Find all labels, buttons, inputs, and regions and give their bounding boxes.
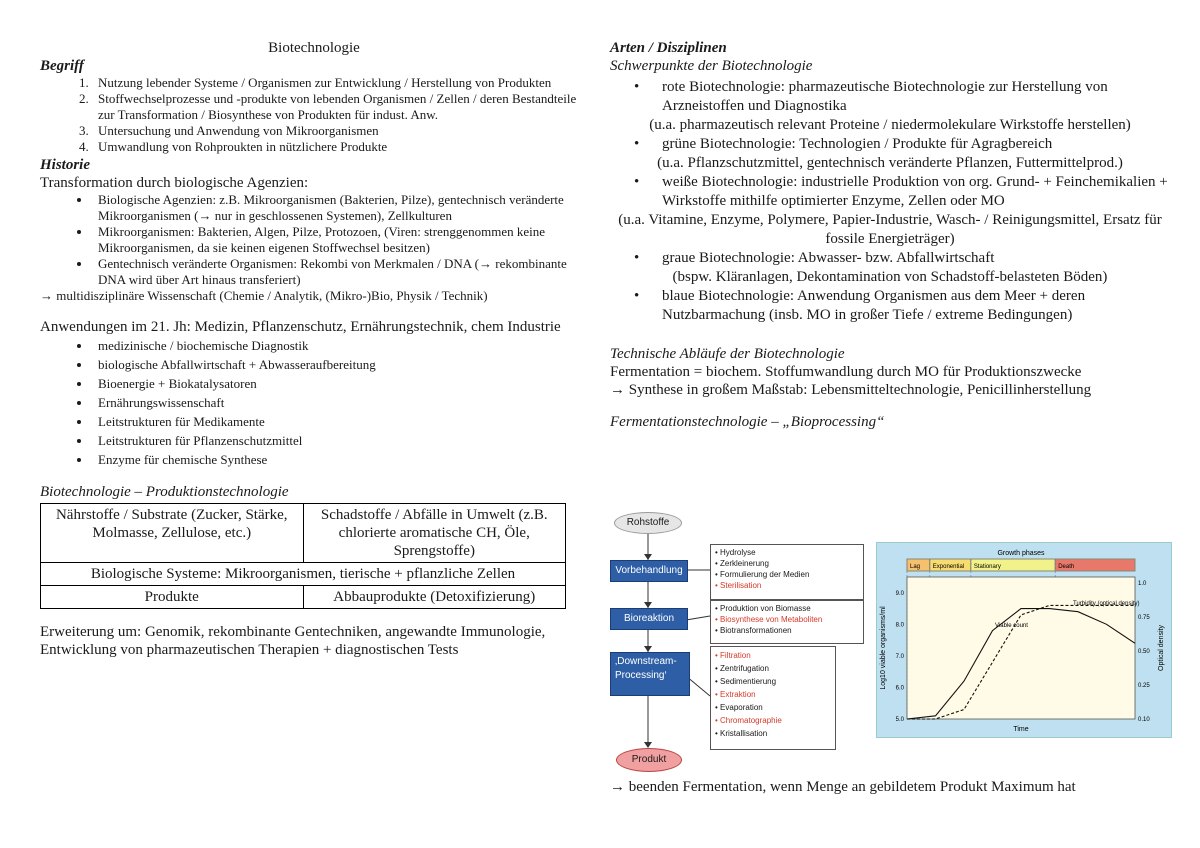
- table-cell: Produkte: [41, 586, 304, 609]
- list-item: • Filtration: [715, 651, 751, 660]
- bioprocessing-diagram: [610, 506, 1170, 774]
- list-item: • Sterilisation: [715, 581, 762, 590]
- list-item: • Chromatographie: [715, 716, 782, 725]
- anwendungen-intro: Anwendungen im 21. Jh: Medizin, Pflanzenschutz, Ernährungstechnik, chem Industrie: [40, 319, 561, 335]
- list-item: • Extraktion: [715, 690, 756, 699]
- disziplinen-list: [610, 78, 1170, 325]
- y2-tick-label: 0.50: [1138, 649, 1150, 655]
- bullet-icon: •: [634, 288, 640, 304]
- historie-list: [40, 192, 588, 288]
- bullet-icon: •: [634, 250, 640, 266]
- note-gruen: (u.a. Pflanzschutzmittel, gentechnisch veränderte Pflanzen, Futtermittelprod.): [657, 155, 1123, 171]
- list-item: • Biotransformationen: [715, 626, 792, 635]
- left-column: [40, 40, 588, 659]
- bioreaktion-node: Bioreaktion: [610, 608, 688, 630]
- bullet-icon: •: [634, 174, 640, 190]
- list-item: • Hydrolyse: [715, 548, 756, 557]
- list-item: • Bioenergie + Biokatalysatoren: [92, 374, 588, 393]
- list-item: [610, 249, 1170, 268]
- table-cell: Nährstoffe / Substrate (Zucker, Stärke, Molmasse, Zellulose, etc.): [41, 504, 304, 563]
- y2-tick-label: 0.10: [1138, 717, 1150, 723]
- list-item: • Biologische Agenzien: z.B. Mikroorganismen (Bakterien, Pilze), gentechnisch veränderte Mikroorganismen (→ nur in geschlossenen Systemen), Zellkulturen: [92, 192, 588, 224]
- list-item: 4. Umwandlung von Rohproukten in nützlichere Produkte: [92, 139, 588, 155]
- note-rot: (u.a. pharmazeutisch relevant Proteine / niedermolekulare Wirkstoffe herstellen): [649, 117, 1131, 133]
- list-item: • Zerkleinerung: [715, 559, 769, 568]
- produkt-node: Produkt: [616, 748, 682, 772]
- list-item: • Leitstrukturen für Medikamente: [92, 412, 588, 431]
- y-tick-label: 8.0: [895, 622, 904, 629]
- list-item: 3. Untersuchung und Anwendung von Mikroorganismen: [92, 123, 588, 139]
- list-item: • Gentechnisch veränderte Organismen: Rekombi von Merkmalen / DNA (→ rekombinante DNA wird über Art hinaus transferiert): [92, 256, 588, 288]
- synthese-text: → Synthese in großem Maßstab: Lebensmitteltechnologie, Penicillinherstellung: [610, 382, 1092, 398]
- list-item: [610, 173, 1170, 211]
- list-item: 1. Nutzung lebender Systeme / Organismen zur Entwicklung / Herstellung von Produkten: [92, 75, 588, 91]
- note-weiss: (u.a. Vitamine, Enzyme, Polymere, Papier-Industrie, Wasch- / Reinigungsmittel, Ersatz für fossile Energieträger): [618, 212, 1162, 247]
- begriff-heading: Begriff: [40, 58, 84, 74]
- gruen-text: grüne Biotechnologie: Technologien / Produkte für Agragbereich: [662, 136, 1053, 152]
- historie-conclusion: → multidisziplinäre Wissenschaft (Chemie / Analytik, (Mikro-)Bio, Physik / Technik): [40, 288, 488, 303]
- list-item: 2. Stoffwechselprozesse und -produkte von lebenden Organismen / Zellen / deren Bestandteile zur Transformation / Biosynthese von Produkten für indust. Anw.: [92, 91, 588, 123]
- growth-chart: [876, 542, 1172, 738]
- list-item: • medizinische / biochemische Diagnostik: [92, 336, 588, 355]
- fermentation-conclusion: → beenden Fermentation, wenn Menge an gebildetem Produkt Maximum hat: [610, 779, 1076, 795]
- arten-heading: Arten / Disziplinen: [610, 40, 727, 56]
- schwerpunkte-subheading: Schwerpunkte der Biotechnologie: [610, 58, 813, 74]
- anwendungen-list: [40, 336, 588, 469]
- phase-label: Exponential: [932, 564, 965, 570]
- bullet-icon: •: [634, 79, 640, 95]
- phase-label: Stationary: [973, 564, 1001, 570]
- y2-tick-label: 0.75: [1138, 615, 1150, 621]
- list-item: • Produktion von Biomasse: [715, 604, 811, 613]
- vorbehandlung-box: [710, 544, 864, 600]
- bullet-icon: •: [634, 136, 640, 152]
- rohstoffe-node: Rohstoffe: [614, 512, 682, 534]
- y-axis-label: Log10 viable organisms/ml: [880, 606, 887, 690]
- y2-axis-label: Optical density: [1158, 625, 1165, 671]
- list-item: • Kristallisation: [715, 729, 768, 738]
- list-item: • Ernährungswissenschaft: [92, 393, 588, 412]
- list-item: • Zentrifugation: [715, 664, 769, 673]
- list-item: • Mikroorganismen: Bakterien, Algen, Pilze, Protozoen, (Viren: strenggenommen keine Mikroorganismen, da sie keinen eigenen Stoffwechsel besitzen): [92, 224, 588, 256]
- downstream-node: ‚Downstream-Processing‘: [610, 652, 690, 696]
- list-item: • Sedimentierung: [715, 677, 777, 686]
- series-label: Turbidity (optical density): [1073, 601, 1140, 607]
- y-tick-label: 7.0: [895, 653, 904, 660]
- growth-chart-svg: [877, 543, 1171, 737]
- list-item: • Evaporation: [715, 703, 763, 712]
- phase-label: Lag: [910, 564, 921, 570]
- bioreaktion-box: [710, 600, 864, 644]
- y-tick-label: 5.0: [895, 717, 904, 723]
- list-item: • biologische Abfallwirtschaft + Abwasseraufbereitung: [92, 355, 588, 374]
- technisch-heading: Technische Abläufe der Biotechnologie: [610, 346, 845, 362]
- series-label: Viable count: [995, 623, 1028, 629]
- table-cell: Abbauprodukte (Detoxifizierung): [303, 586, 566, 609]
- grau-text: graue Biotechnologie: Abwasser- bzw. Abfallwirtschaft: [662, 250, 995, 266]
- vorbehandlung-node: Vorbehandlung: [610, 560, 688, 582]
- connector: [686, 616, 710, 620]
- historie-intro: Transformation durch biologische Agenzien:: [40, 175, 309, 191]
- list-item: • Biosynthese von Metaboliten: [715, 615, 823, 624]
- x-axis-label: Time: [1013, 726, 1029, 733]
- y-tick-label: 6.0: [895, 685, 904, 692]
- produktion-table: [40, 503, 566, 609]
- list-item: [610, 287, 1170, 325]
- list-item: • Enzyme für chemische Synthese: [92, 450, 588, 469]
- note-grau: (bspw. Kläranlagen, Dekontamination von Schadstoff-belasteten Böden): [672, 269, 1108, 285]
- historie-heading: Historie: [40, 157, 91, 173]
- rot-text: rote Biotechnologie: pharmazeutische Biotechnologie zur Herstellung von Arzneistoffen und Diagnostika: [662, 79, 1108, 114]
- chart-title: Growth phases: [997, 550, 1045, 557]
- page-title: Biotechnologie: [268, 40, 360, 56]
- list-item: [610, 135, 1170, 154]
- y2-tick-label: 1.0: [1138, 581, 1147, 587]
- fermentation-text: Fermentation = biochem. Stoffumwandlung durch MO für Produktionszwecke: [610, 364, 1082, 380]
- produktion-heading: Biotechnologie – Produktionstechnologie: [40, 484, 289, 500]
- erweiterung-text: Erweiterung um: Genomik, rekombinante Gentechniken, angewandte Immunologie, Entwicklung von pharmazeutischen Therapien + diagnostischen Tests: [40, 624, 546, 658]
- list-item: • Leitstrukturen für Pflanzenschutzmittel: [92, 431, 588, 450]
- table-cell: Schadstoffe / Abfälle in Umwelt (z.B. chlorierte aromatische CH, Öle, Sprengstoffe): [303, 504, 566, 563]
- table-cell: Biologische Systeme: Mikroorganismen, tierische + pflanzliche Zellen: [41, 563, 566, 586]
- list-item: • Formulierung der Medien: [715, 570, 810, 579]
- downstream-box: [710, 646, 836, 750]
- plot-area: [907, 577, 1135, 719]
- fermtech-heading: Fermentationstechnologie – „Bioprocessing“: [610, 414, 885, 430]
- phase-label: Death: [1058, 564, 1075, 570]
- begriff-list: [40, 75, 588, 155]
- y-tick-label: 9.0: [895, 590, 904, 597]
- list-item: [610, 78, 1170, 116]
- weiss-text: weiße Biotechnologie: industrielle Produktion von org. Grund- + Feinchemikalien + Wirkstoffe mithilfe optimierter Enzyme, Zellen oder MO: [662, 174, 1168, 209]
- right-column: [610, 40, 1170, 431]
- y2-tick-label: 0.25: [1138, 683, 1150, 689]
- blau-text: blaue Biotechnologie: Anwendung Organismen aus dem Meer + deren Nutzbarmachung (insb. MO in großer Tiefe / extreme Bedingungen): [662, 288, 1086, 323]
